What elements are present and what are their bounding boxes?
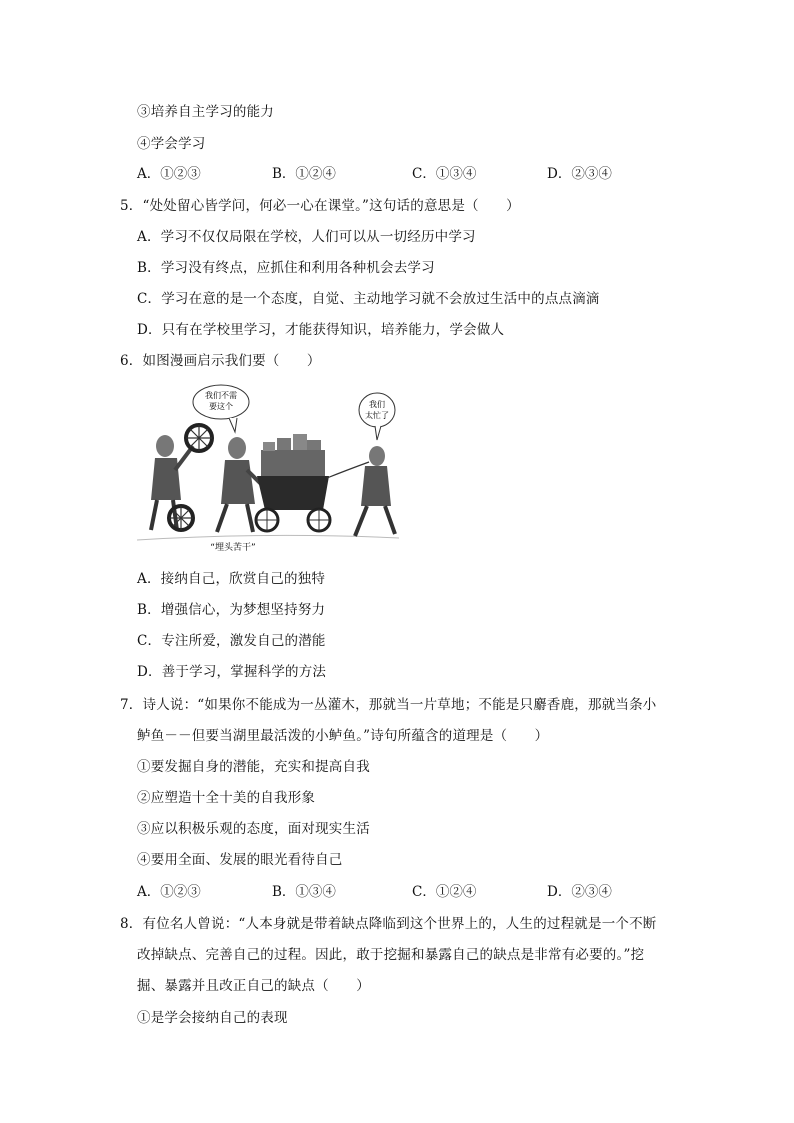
q7-item-1: ①要发掘自身的潜能，充实和提高自我 (137, 759, 370, 775)
q8-stem-line-1: 8．有位名人曾说：“人本身就是带着缺点降临到这个世界上的，人生的过程就是一个不断 (120, 916, 657, 932)
q7-choice-a: A．①②③ (137, 884, 201, 900)
q6-option-a: A．接纳自己，欣赏自己的独特 (137, 571, 326, 587)
q4-choice-b: B．①②④ (272, 166, 336, 182)
q7-stem-line-2: 鲈鱼－－但要当湖里最活泼的小鲈鱼。”诗句所蕴含的道理是（ ） (137, 728, 549, 744)
q5-option-a: A．学习不仅仅局限在学校，人们可以从一切经历中学习 (137, 229, 476, 245)
q8-stem-line-3: 掘、暴露并且改正自己的缺点（ ） (137, 978, 370, 994)
bubble-left-line-1: 我们不需 (205, 391, 237, 400)
bubble-left-line-2: 要这个 (209, 402, 233, 411)
q5-option-b: B．学习没有终点，应抓住和利用各种机会去学习 (137, 260, 435, 276)
q6-option-b: B．增强信心，为梦想坚持努力 (137, 602, 326, 618)
q6-option-c: C．专注所爱，激发自己的潜能 (137, 633, 326, 649)
q7-item-4: ④要用全面、发展的眼光看待自己 (137, 852, 343, 868)
q7-choice-b: B．①③④ (272, 884, 336, 900)
cartoon-caption: “埋头苦干” (210, 543, 256, 553)
wheel-icon (186, 425, 212, 451)
q4-choice-c: C．①③④ (412, 166, 477, 182)
cart-with-bricks (256, 434, 330, 531)
q6-option-d: D．善于学习，掌握科学的方法 (137, 664, 327, 680)
q4-choice-d: D．②③④ (547, 166, 612, 182)
q7-stem-line-1: 7．诗人说：“如果你不能成为一丛灌木，那就当一片草地；不能是只麝香鹿，那就当条小 (120, 697, 657, 713)
q5-stem: 5．“处处留心皆学问，何必一心在课堂。”这句话的意思是（ ） (120, 198, 520, 214)
q6-stem: 6．如图漫画启示我们要（ ） (120, 353, 321, 369)
q7-item-2: ②应塑造十全十美的自我形象 (137, 790, 316, 806)
q7-item-3: ③应以积极乐观的态度，面对现实生活 (137, 821, 370, 837)
q4-item-4: ④学会学习 (137, 136, 206, 152)
caveman-figure-right (355, 446, 395, 536)
q7-choice-d: D．②③④ (547, 884, 612, 900)
caveman-figure-middle (217, 437, 261, 532)
q4-item-3: ③培养自主学习的能力 (137, 104, 274, 120)
wheel-icon (169, 506, 193, 530)
bubble-right-line-2: 太忙了 (365, 411, 389, 420)
q5-option-c: C．学习在意的是一个态度，自觉、主动地学习就不会放过生活中的点点滴滴 (137, 291, 600, 307)
bubble-right-line-1: 我们 (369, 400, 385, 409)
q4-choice-a: A．①②③ (137, 166, 201, 182)
q7-choice-c: C．①②④ (412, 884, 477, 900)
q8-stem-line-2: 改掉缺点、完善自己的过程。因此，敢于挖掘和暴露自己的缺点是非常有必要的。”挖 (137, 947, 645, 963)
q8-item-1: ①是学会接纳自己的表现 (137, 1010, 288, 1026)
q5-option-d: D．只有在学校里学习，才能获得知识，培养能力，学会做人 (137, 322, 505, 338)
cartoon-image (137, 380, 399, 556)
caveman-figure-left (151, 435, 193, 530)
